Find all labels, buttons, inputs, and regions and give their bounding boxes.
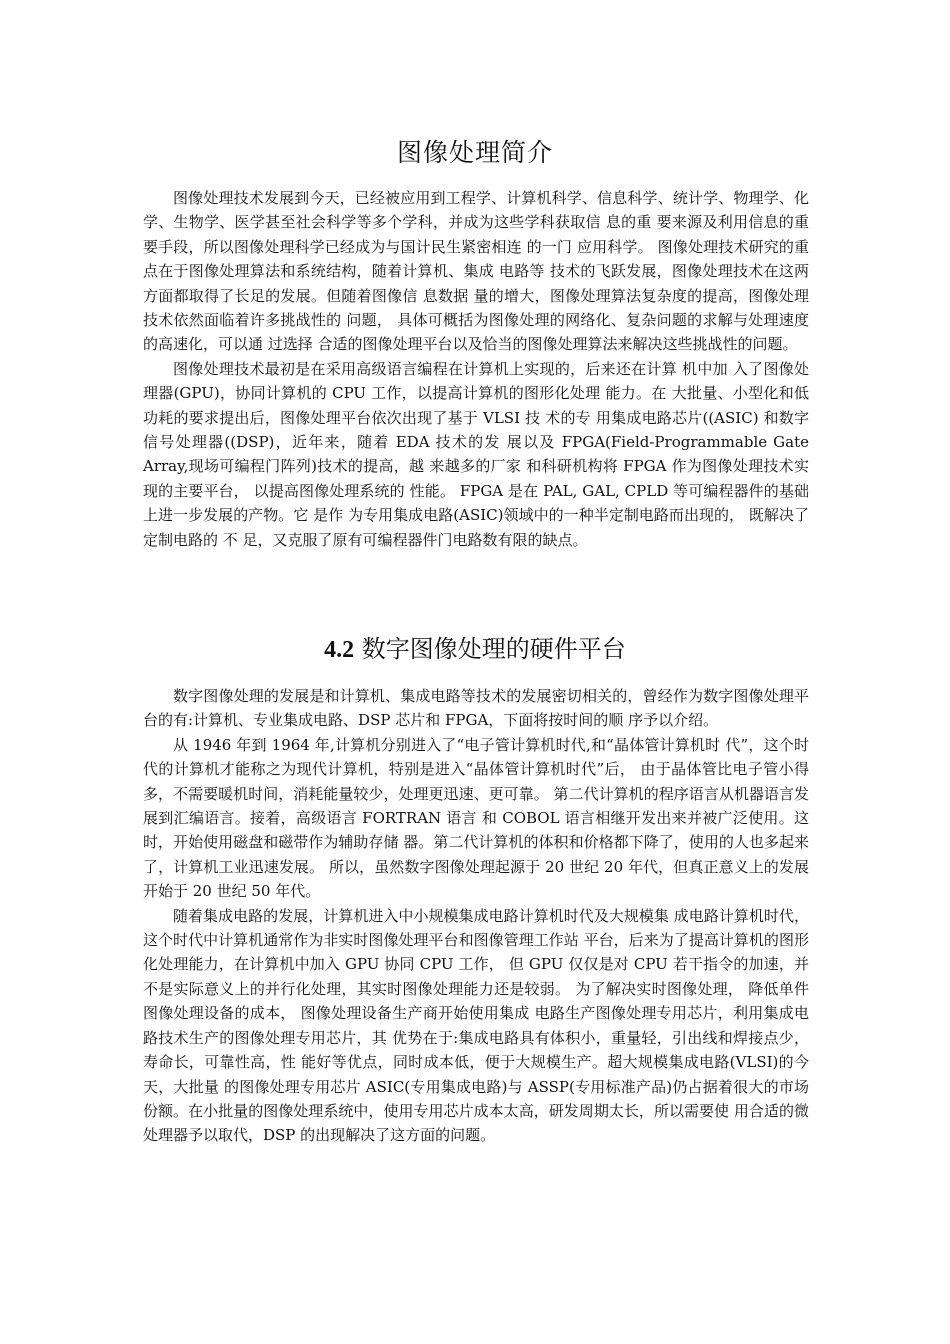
paragraph: 图像处理技术发展到今天，已经被应用到工程学、计算机科学、信息科学、统计学、物理学、化学、生物学、医学甚至社会科学等多个学科，并成为这些学科获取信 息的重 要来源及利用信息的重要手段，所以图像处理科学已经成为与国计民生紧密相连 的一门 应用科学。 图像处理技术研究的重点在于图像处理算法和系统结构，随着计算机、集成 电路等 技术的飞跃发展，图像处理技术在这两方面都取得了长足的发展。但随着图像信 息数据 量的增大，图像处理算法复杂度的提高，图像处理技术依然面临着许多挑战性的 问题， 具体可概括为图像处理的网络化、复杂问题的求解与处理速度的高速化，可以通 过选择 合适的图像处理平台以及恰当的图像处理算法来解决这些挑战性的问题。 [143, 189, 809, 354]
paragraph: 从 1946 年到 1964 年,计算机分别进入了“电子管计算机时代,和“晶体管计算机时 代”，这个时代的计算机才能称之为现代计算机，特别是进入“晶体管计算机时代”后， 由于晶体管比电子管小得多，不需要暖机时间，消耗能量较少，处理更迅速、更可靠。 第二代计算机的程序语言从机器语言发展到汇编语言。接着，高级语言 FORTRAN 语言 和 COBOL 语言相继开发出来并被广泛使用。这时，开始使用磁盘和磁带作为辅助存储 器。第二代计算机的体积和价格都下降了，使用的人也多起来了，计算机工业迅速发展。 所以，虽然数字图像处理起源于 20 世纪 20 年代，但真正意义上的发展开始于 20 世纪 50 年代。 [143, 735, 809, 901]
intro-text-block [143, 186, 809, 552]
document-title: 图像处理简介 [396, 138, 553, 167]
section-text-block [143, 684, 809, 1148]
section-number: 4.2 [324, 637, 355, 663]
paragraph: 随着集成电路的发展，计算机进入中小规模集成电路计算机时代及大规模集 成电路计算机时代，这个时代中计算机通常作为非实时图像处理平台和图像管理工作站 平台，后来为了提高计算机的图形化处理能力，在计算机中加入 GPU 协同 CPU 工作， 但 GPU 仅仅是对 CPU 若干指令的加速，并不是实际意义上的并行化处理，其实时图像处理能力还是较弱。 为了解决实时图像处理， 降低单件图像处理设备的成本， 图像处理设备生产商开始使用集成 电路生产图像处理专用芯片，利用集成电路技术生产的图像处理专用芯片，其 优势在于:集成电路具有体积小，重量轻，引出线和焊接点少，寿命长，可靠性高，性 能好等优点，同时成本低，便于大规模生产。超大规模集成电路(VLSI)的今天，大批量 的图像处理专用芯片 ASIC(专用集成电路)与 ASSP(专用标准产品)仍占据着很大的市场 份额。在小批量的图像处理系统中，使用专用芯片成本太高，研发周期太长，所以需要使 用合适的微处理器予以取代，DSP 的出现解决了这方面的问题。 [143, 906, 809, 1145]
paragraph: 数字图像处理的发展是和计算机、集成电路等技术的发展密切相关的，曾经作为数字图像处理平台的有:计算机、专业集成电路、DSP 芯片和 FPGA，下面将按时间的顺 序予以介绍。 [143, 687, 809, 730]
section-title: 数字图像处理的硬件平台 [354, 635, 626, 663]
paragraph: 图像处理技术最初是在采用高级语言编程在计算机上实现的，后来还在计算 机中加 入了图像处理器(GPU)，协同计算机的 CPU 工作，以提高计算机的图形化处理 能力。在 大批量、小型化和低功耗的要求提出后，图像处理平台依次出现了基于 VLSI 技 术的专 用集成电路芯片((ASIC) 和数字信号处理器((DSP)，近年来，随着 EDA 技术的发 展以及 FPGA(Field-Programmable Gate Array,现场可编程门阵列)技术的提高，越 来越多的厂家 和科研机构将 FPGA 作为图像处理技术实现的主要平台， 以提高图像处理系统的 性能。 FPGA 是在 PAL, GAL, CPLD 等可编程器件的基础上进一步发展的产物。它 是作 为专用集成电路(ASIC)领域中的一种半定制电路而出现的， 既解决了定制电路的 不 足，又克服了原有可编程器件门电路数有限的缺点。 [143, 359, 809, 549]
section-heading [0, 632, 950, 667]
